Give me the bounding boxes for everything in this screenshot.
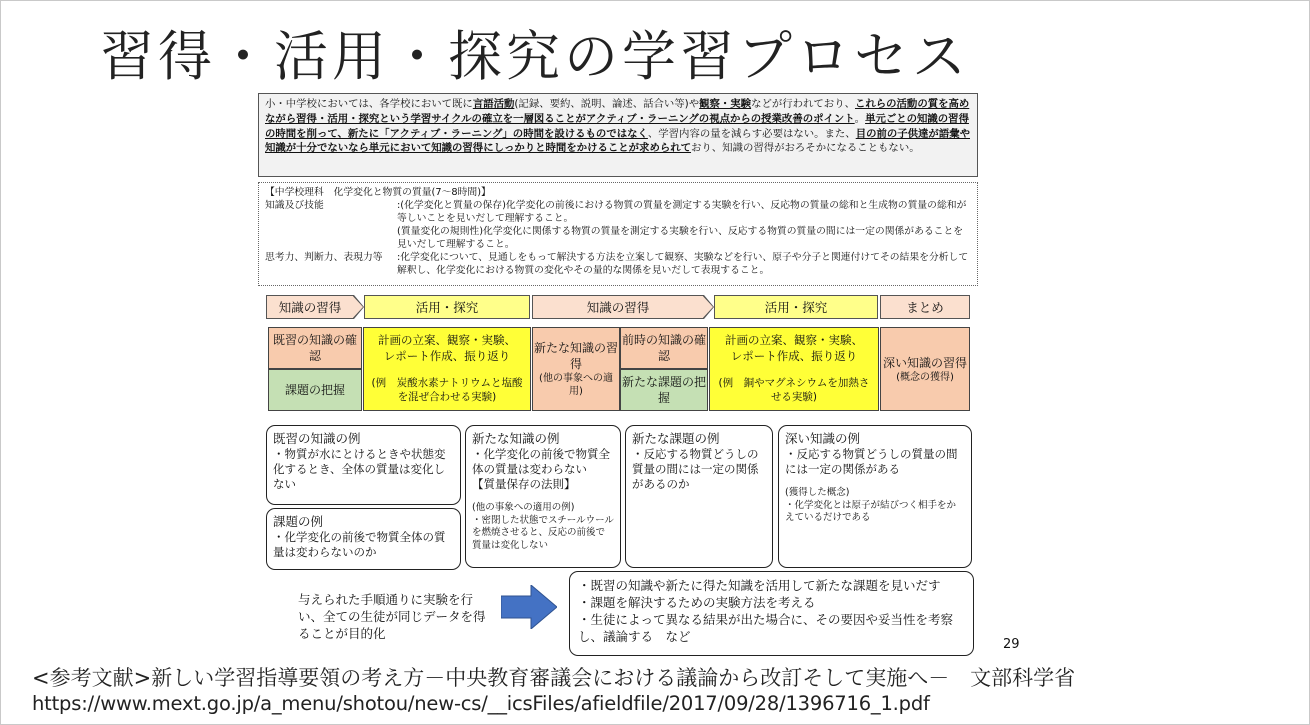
example-deep-knowledge <box>778 425 972 568</box>
example-issue <box>266 508 461 570</box>
cell-plan-2: 計画の立案、観察・実験、レポート作成、振り返り <box>725 333 863 363</box>
intro-underline-4: 単元ごとの知識の習得の時間を削って、新たに「アクティブ・ラーニング」の時間を設けるものではなく <box>265 112 969 140</box>
science-row-label <box>265 225 397 251</box>
cell-deep-sub: (概念の獲得) <box>896 371 954 383</box>
example-law: 【質量保存の法則】 <box>472 477 576 491</box>
after-box <box>569 571 974 656</box>
example-heading: 深い知識の例 <box>785 431 861 446</box>
slide-title: 習得・活用・探究の学習プロセス <box>100 25 970 88</box>
science-unit-box <box>258 182 978 286</box>
after-item: ・既習の知識や新たに得た知識を活用して新たな課題を見いだす <box>578 578 941 593</box>
intro-underline-5: 目の前の子供達が語彙や知識が十分でないなら単元において知識の習得にしっかりと時間をかけることが求められて <box>265 127 970 155</box>
intro-box <box>258 93 978 177</box>
example-body: ・化学変化の前後で物質全体の質量は変わらないのか <box>273 530 446 559</box>
stage-apply-2: 活用・探究 <box>714 295 878 319</box>
example-sub-body: ・密閉した状態でスチールウールを燃焼させると、反応の前後で質量は変化しない <box>472 514 614 551</box>
intro-text-1: 小・中学校においては、各学校において既に <box>265 98 473 110</box>
example-heading: 新たな知識の例 <box>472 431 560 446</box>
example-heading: 新たな課題の例 <box>632 431 720 446</box>
cell-plan-1: 計画の立案、観察・実験、レポート作成、振り返り <box>378 333 516 363</box>
cell-deep-knowledge <box>880 327 970 411</box>
example-prior-knowledge <box>266 425 461 505</box>
example-new-issue <box>625 425 773 568</box>
cell-example-1: (例 炭酸水素ナトリウムと塩酸を混ぜ合わせる実験) <box>371 377 523 403</box>
page-number: 29 <box>1003 637 1020 652</box>
intro-underline-2: 観察・実験 <box>699 98 752 110</box>
science-row <box>265 251 971 277</box>
science-row <box>265 199 971 225</box>
cell-new-knowledge <box>532 327 620 411</box>
science-row-text: :化学変化について、見通しをもって解決する方法を立案して観察、実験などを行い、原子や分子と関連付けてその結果を分析して解釈し、化学変化における物質の変化やその量的な関係を見いだして表現すること。 <box>397 252 969 276</box>
example-heading: 課題の例 <box>273 514 324 529</box>
example-body: ・物質が水にとけるときや状態変化するとき、全体の質量は変化しない <box>273 447 446 491</box>
cell-previous-check: 前時の知識の確認 <box>620 327 708 369</box>
science-row <box>265 225 971 251</box>
stage-apply-1: 活用・探究 <box>364 295 530 319</box>
science-heading: 【中学校理科 化学変化と物質の質量(7～8時間)】 <box>265 187 491 198</box>
example-heading: 既習の知識の例 <box>273 431 361 446</box>
stage-chevron <box>353 296 363 318</box>
example-sub-body: ・化学変化とは原子が結びつく相手をかえているだけである <box>785 499 957 523</box>
cell-new-knowledge-sub: (他の事象への適用) <box>539 373 613 397</box>
science-row-text: (質量変化の規則性)化学変化に関係する物質の質量を測定する実験を行い、反応する物質の質量の間には一定の関係があることを見いだして理解すること。 <box>397 226 964 250</box>
intro-underline-3: これらの活動の質を高めながら習得・活用・探究という学習サイクルの確立を一層図ることがアクティブ・ラーニングの視点からの授業改善のポイント <box>265 98 970 125</box>
intro-underline-1: 言語活動 <box>472 98 515 110</box>
after-item: ・生徒によって異なる結果が出た場合に、その要因や妥当性を考察し、議論する など <box>578 612 954 644</box>
cell-new-issue: 新たな課題の把握 <box>620 369 708 411</box>
example-body: ・化学変化の前後で物質全体の質量は変わらない <box>472 447 610 476</box>
science-row-label: 知識及び技能 <box>265 200 324 211</box>
example-sub-heading: (獲得した概念) <box>785 487 850 498</box>
stage-knowledge-1: 知識の習得 <box>266 295 354 319</box>
cell-prior-knowledge: 既習の知識の確認 <box>268 327 362 369</box>
cell-issue-grasp: 課題の把握 <box>268 369 362 411</box>
science-row-text: :(化学変化と質量の保存)化学変化の前後における物質の質量を測定する実験を行い、反応物の質量の総和と生成物の質量の総和が等しいことを見いだして理解すること。 <box>397 200 967 224</box>
stage-chevron <box>703 296 713 318</box>
intro-text-4: 。 <box>854 112 866 125</box>
cell-new-knowledge-label: 新たな知識の習得 <box>533 341 618 371</box>
cell-example-2: (例 銅やマグネシウムを加熱させる実験) <box>718 377 870 403</box>
intro-text-6: おり、知識の習得がおろそかになることもない。 <box>691 142 920 155</box>
stage-knowledge-2: 知識の習得 <box>532 295 704 319</box>
cell-deep-label: 深い知識の習得 <box>882 355 967 370</box>
cell-apply-2 <box>709 327 879 411</box>
after-item: ・課題を解決するための実験方法を考える <box>578 595 816 610</box>
reference-text: <参考文献>新しい学習指導要領の考え方－中央教育審議会における議論から改訂そして実施へ－ 文部科学省 <box>32 666 1076 690</box>
intro-text-5: 、学習内容の量を減らす必要はない。また、 <box>647 127 856 140</box>
example-body: ・反応する物質どうしの質量の間には一定の関係があるのか <box>632 447 759 491</box>
intro-text-3: などが行われており、 <box>751 98 855 110</box>
science-row-label: 思考力、判断力、表現力等 <box>265 252 383 263</box>
cell-apply-1 <box>363 327 531 411</box>
stage-summary: まとめ <box>880 295 970 319</box>
intro-text-2: (記録、要約、説明、論述、話合い等)や <box>514 98 700 110</box>
right-arrow-icon <box>501 585 557 629</box>
example-sub-heading: (他の事象への適用の例) <box>472 502 575 513</box>
before-text: 与えられた手順通りに実験を行い、全ての生徒が同じデータを得ることが目的化 <box>298 592 486 641</box>
reference-url[interactable]: https://www.mext.go.jp/a_menu/shotou/new-cs/__icsFiles/afieldfile/2017/09/28/1396716_1.pdf <box>32 692 930 715</box>
example-body: ・反応する物質どうしの質量の間には一定の関係がある <box>785 447 958 476</box>
example-new-knowledge <box>465 425 621 568</box>
